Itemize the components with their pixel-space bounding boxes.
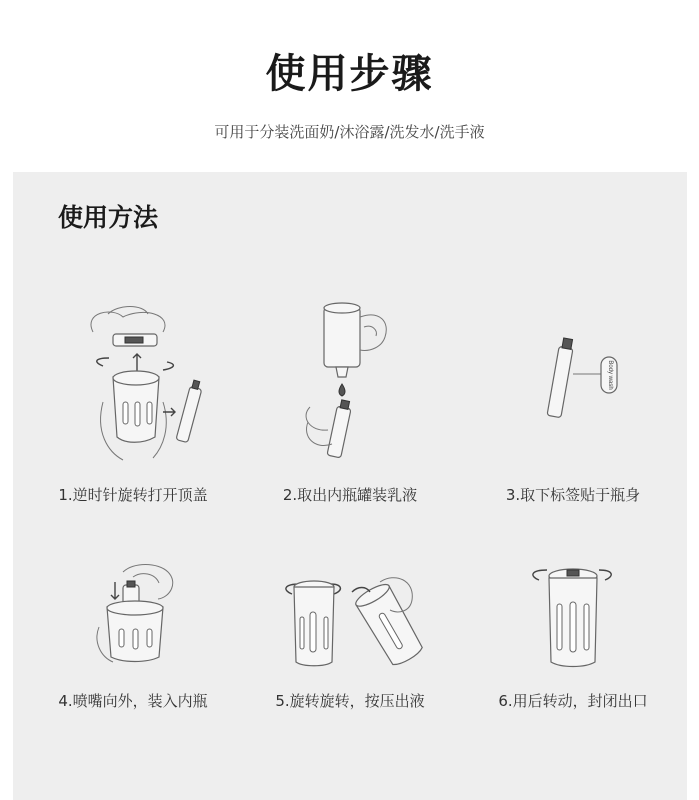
close-outlet-illustration (513, 562, 633, 672)
step-5 (245, 562, 455, 710)
step-4-label: 4.喷嘴向外，装入内瓶 (58, 692, 208, 710)
insert-bottle-illustration (63, 557, 203, 667)
step-2-label: 2.取出内瓶罐装乳液 (282, 486, 418, 504)
step-6 (468, 562, 678, 710)
step-3 (468, 322, 678, 504)
section-title: 使用方法 (58, 203, 159, 232)
usage-panel (13, 172, 687, 800)
step-5-label: 5.旋转旋转，按压出液 (275, 692, 425, 710)
apply-label-illustration (513, 322, 633, 432)
fill-inner-bottle-illustration (280, 292, 420, 462)
open-cap-illustration (63, 302, 203, 462)
step-4 (28, 557, 238, 710)
step-1 (28, 302, 238, 504)
step-6-label: 6.用后转动，封闭出口 (498, 692, 648, 710)
page-subtitle: 可用于分装洗面奶/沐浴露/洗发水/洗手液 (214, 123, 485, 141)
rotate-press-illustration (270, 562, 430, 672)
step-3-label: 3.取下标签贴于瓶身 (505, 486, 641, 504)
step-1-label: 1.逆时针旋转打开顶盖 (58, 486, 208, 504)
page-title: 使用步骤 (265, 51, 434, 97)
step-2 (245, 292, 455, 504)
sticker-text: Body wash (607, 360, 613, 390)
